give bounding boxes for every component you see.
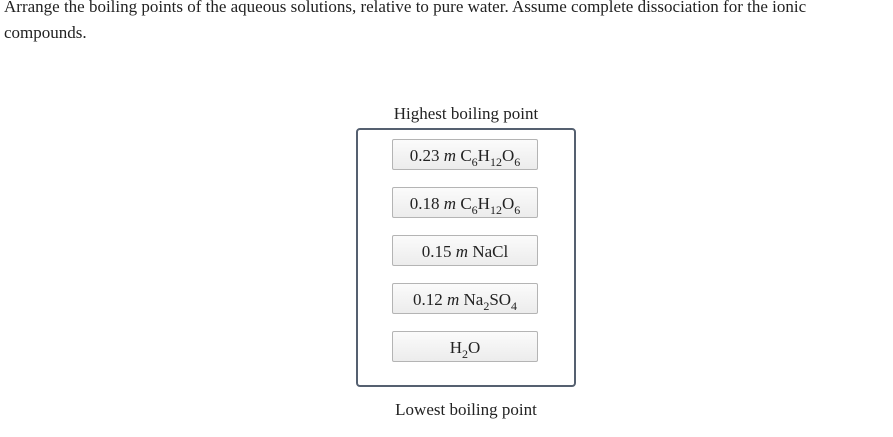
item-unit: m [446, 290, 460, 309]
rank-item-na2so4-0.12[interactable] [392, 283, 538, 314]
item-unit: m [443, 146, 457, 165]
rank-item-glucose-0.23[interactable] [392, 139, 538, 170]
rank-item-nacl-0.15[interactable] [392, 235, 538, 266]
item-formula: $H_2O$ [449, 338, 481, 361]
lowest-boiling-point-label: Lowest boiling point [395, 400, 537, 419]
rank-item-glucose-0.18[interactable] [392, 187, 538, 218]
item-concentration: 0.15 [421, 242, 452, 261]
highest-boiling-point-label: Highest boiling point [393, 104, 539, 123]
item-unit: m [455, 242, 469, 261]
item-concentration: 0.18 [409, 194, 440, 213]
item-concentration: 0.23 [409, 146, 440, 165]
item-formula: $Na_2SO_4$ [463, 290, 518, 313]
question-prompt: Arrange the boiling points of the aqueous solutions, relative to pure water. Assume complete dissociation for the ionic compounds. [4, 0, 807, 42]
item-formula: $C_6H_{12}O_6$ [460, 146, 521, 169]
item-formula: $C_6H_{12}O_6$ [460, 194, 521, 217]
item-concentration: 0.12 [412, 290, 443, 309]
ranking-container[interactable] [356, 128, 576, 387]
item-formula: NaCl [472, 242, 509, 261]
item-unit: m [443, 194, 457, 213]
rank-item-water[interactable] [392, 331, 538, 362]
